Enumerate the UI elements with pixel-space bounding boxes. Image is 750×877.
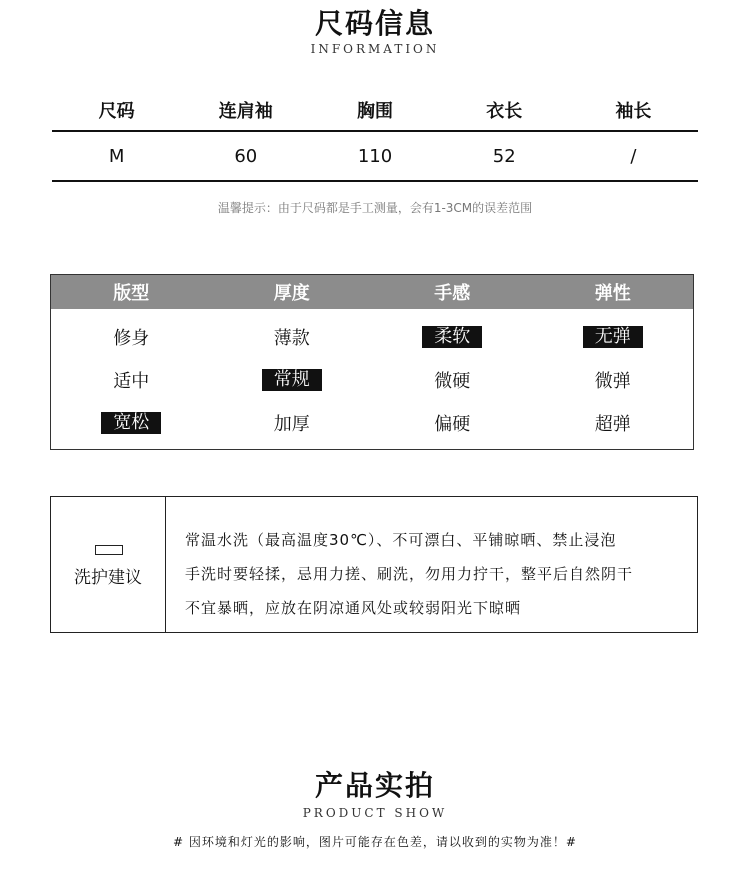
feature-option: 修身: [113, 327, 150, 349]
feature-option: 薄款: [273, 327, 310, 349]
feature-cell-fit: [51, 324, 212, 350]
wash-care-line: 手洗时要轻揉，忌用力搓、刷洗，勿用力拧干，整平后自然阴干: [185, 565, 634, 583]
feature-cell-thickness: [212, 324, 373, 350]
feature-cell-fit: [51, 412, 212, 434]
feature-row: [51, 401, 693, 444]
feature-option: 加厚: [273, 413, 310, 435]
feature-header-thickness: 厚度: [273, 283, 310, 304]
feature-cell-elasticity: [533, 326, 694, 348]
feature-header-feel: 手感: [434, 283, 471, 304]
feature-option: 微弹: [594, 370, 631, 392]
shoulder-sleeve-value: 60: [234, 145, 258, 167]
feature-cell-feel: [372, 367, 533, 393]
feature-cell-thickness: [212, 410, 373, 436]
feature-cell-elasticity: [533, 410, 694, 436]
color-difference-note: # 因环境和灯光的影响，图片可能存在色差，请以收到的实物为准！#: [173, 835, 577, 849]
size-section-title: 尺码信息: [314, 7, 435, 40]
table-row: [52, 132, 698, 180]
size-header-shoulder-sleeve: 连肩袖: [218, 101, 273, 122]
wash-care-box: [50, 496, 698, 633]
wash-care-label: 洗护建议: [74, 568, 142, 588]
product-section-title: 产品实拍: [314, 769, 435, 802]
wash-care-text: [185, 523, 633, 625]
feature-option-selected: 无弹: [583, 326, 643, 348]
size-table-bottom-line: [52, 180, 698, 182]
feature-cell-fit: [51, 367, 212, 393]
size-value: M: [108, 145, 125, 167]
wash-care-line: 常温水洗（最高温度30℃）、不可漂白、平铺晾晒、禁止浸泡: [185, 531, 617, 549]
feature-row: [51, 358, 693, 401]
feature-table: [50, 274, 694, 450]
feature-option-selected: 柔软: [422, 326, 482, 348]
feature-rows: [51, 309, 693, 444]
size-header-sleeve: 袖长: [615, 101, 652, 122]
feature-header-fit: 版型: [113, 283, 150, 304]
feature-row: [51, 315, 693, 358]
feature-option: 适中: [113, 370, 150, 392]
feature-option-selected: 宽松: [101, 412, 161, 434]
length-value: 52: [492, 145, 516, 167]
feature-option: 微硬: [434, 370, 471, 392]
feature-cell-feel: [372, 410, 533, 436]
size-note: 温馨提示：由于尺码都是手工测量，会有1-3CM的误差范围: [217, 201, 533, 215]
feature-cell-feel: [372, 326, 533, 348]
feature-table-header: [51, 275, 693, 309]
feature-option-selected: 常规: [262, 369, 322, 391]
size-header-size: 尺码: [98, 101, 135, 122]
chest-value: 110: [357, 145, 393, 167]
feature-cell-elasticity: [533, 367, 694, 393]
feature-header-elasticity: 弹性: [594, 283, 631, 304]
size-table-header: [52, 90, 698, 130]
feature-option: 超弹: [594, 413, 631, 435]
wash-care-label-cell: [51, 497, 166, 632]
sleeve-value: /: [630, 145, 637, 167]
feature-cell-thickness: [212, 369, 373, 391]
size-header-chest: 胸围: [357, 101, 393, 122]
product-section-subtitle: PRODUCT SHOW: [302, 806, 448, 820]
wash-care-icon: [95, 545, 123, 555]
size-header-length: 衣长: [486, 101, 523, 122]
size-section-subtitle: INFORMATION: [310, 42, 440, 56]
feature-option: 偏硬: [434, 413, 471, 435]
wash-care-line: 不宜暴晒，应放在阴凉通风处或较弱阳光下晾晒: [185, 599, 522, 617]
size-table: [52, 90, 698, 182]
